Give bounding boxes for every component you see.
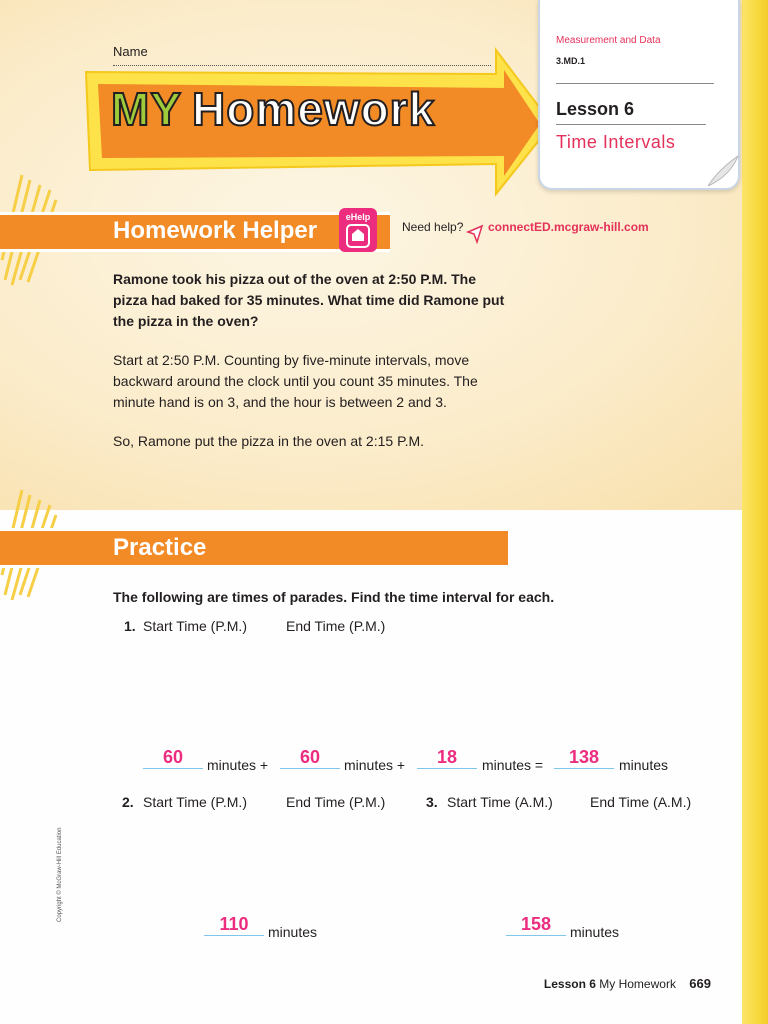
divider xyxy=(556,124,706,125)
minutes-label: minutes xyxy=(570,924,620,940)
minutes-label: minutes xyxy=(268,924,318,940)
banner-homework-text: Homework xyxy=(192,83,436,135)
practice-title: Practice xyxy=(113,534,207,561)
helper-conclusion: So, Ramone put the pizza in the oven at 2:15 P.M. xyxy=(113,433,425,449)
footer-lesson: Lesson 6 xyxy=(543,977,596,991)
problem-3-start-label: Start Time (A.M.) xyxy=(447,794,553,810)
page-number: 669 xyxy=(689,976,711,991)
homework-helper-title: Homework Helper xyxy=(113,217,318,244)
problem-1-start-label: Start Time (P.M.) xyxy=(143,618,247,634)
copyright-notice: Copyright © McGraw-Hill Education xyxy=(57,827,63,922)
page-footer xyxy=(544,976,711,991)
lesson-title: Time Intervals xyxy=(556,132,676,152)
lesson-number: Lesson 6 xyxy=(556,99,635,119)
problem-2-end-label: End Time (P.M.) xyxy=(286,794,386,810)
problem-1-answer-2[interactable]: 60 xyxy=(280,746,340,769)
problem-1-total-answer[interactable]: 138 xyxy=(554,746,614,769)
right-yellow-stripe xyxy=(742,0,768,1024)
problem-2-start-label: Start Time (P.M.) xyxy=(143,794,247,810)
banner-my-text: MY xyxy=(111,83,182,135)
minutes-label: minutes xyxy=(619,757,669,773)
connected-link[interactable]: connectED.mcgraw-hill.com xyxy=(488,220,649,234)
problem-1-end-label: End Time (P.M.) xyxy=(286,618,386,634)
helper-question: Ramone took his pizza out of the oven at 2:50 P.M. The pizza had baked for 35 minutes. What time did Ramone put the pizza in the oven? xyxy=(113,271,505,329)
problem-3-end-label: End Time (A.M.) xyxy=(590,794,692,810)
problem-1-answer-1[interactable]: 60 xyxy=(143,746,203,769)
footer-section: My Homework xyxy=(599,977,676,991)
minutes-equals-label: minutes = xyxy=(482,757,544,773)
problem-3-number: 3. xyxy=(426,794,438,810)
minutes-plus-label: minutes + xyxy=(344,757,406,773)
name-label: Name xyxy=(113,44,148,59)
helper-explanation: Start at 2:50 P.M. Counting by five-minute intervals, move backward around the clock until you count 35 minutes. The minute hand is on 3, and the hour is between 2 and 3. xyxy=(113,352,478,410)
problem-2-answer[interactable]: 110 xyxy=(204,913,264,936)
standard-code: 3.MD.1 xyxy=(556,56,586,66)
ehelp-button[interactable] xyxy=(338,207,378,253)
practice-bar xyxy=(0,528,508,568)
problem-3-answer[interactable]: 158 xyxy=(506,913,566,936)
divider xyxy=(556,83,714,84)
page-curl-icon xyxy=(708,150,740,186)
banner-title xyxy=(111,83,436,135)
problem-1-answer-3[interactable]: 18 xyxy=(417,746,477,769)
practice-instructions: The following are times of parades. Find the time interval for each. xyxy=(113,589,555,605)
minutes-plus-label: minutes + xyxy=(207,757,269,773)
lesson-card xyxy=(538,0,740,190)
problem-2-number: 2. xyxy=(122,794,134,810)
problem-1-number: 1. xyxy=(124,618,136,634)
strand-label: Measurement and Data xyxy=(556,35,661,46)
ehelp-label: eHelp xyxy=(345,212,371,222)
need-help-label: Need help? xyxy=(402,220,464,234)
cursor-icon xyxy=(466,224,484,244)
